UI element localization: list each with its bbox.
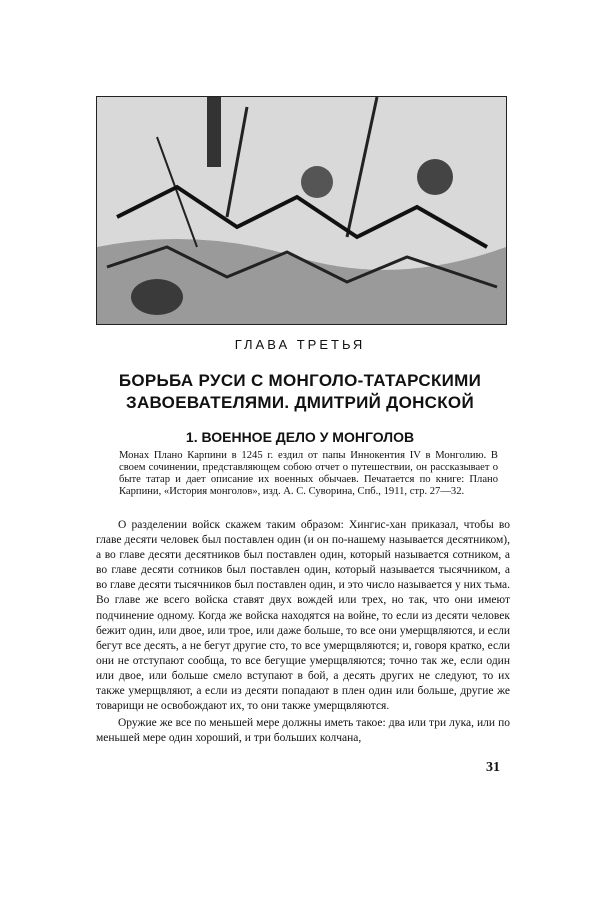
chapter-title: БОРЬБА РУСИ С МОНГОЛО-ТАТАРСКИМИ ЗАВОЕВАТЕЛЯМИ. ДМИТРИЙ ДОНСКОЙ xyxy=(118,371,482,412)
battle-illustration xyxy=(96,96,507,325)
source-note: Монах Плано Карпини в 1245 г. ездил от папы Иннокентия IV в Монголию. В своем сочинении, представляющем собою отчет о путешествии, он рассказывает о быте татар и дает описание их военных обычаев. Печатается по книге: Плано Карпини, «История монголов», изд. А. С. Суворина, Спб., 1911, стр. 27—32. xyxy=(119,450,498,497)
body-text xyxy=(96,518,510,748)
paragraph: О разделении войск скажем таким образом: Хингис-хан приказал, чтобы во главе десяти человек был поставлен один (и он по-нашему называется десятником), а во главе десяти десятников был поставлен один, который называется сотником, а во главе десяти сотников был поставлен один, который называется тысячником, а во главе десяти тысячников был поставлен один, и это число называется у них тьма. Во главе же всего войска ставят двух вождей или трех, но так, что они имеют подчинение одному. Когда же войска находятся на войне, то если из десяти человек бежит один, или двое, или трое, или даже больше, то все они умерщвляются, и если бегут все десять, а не бегут другие сто, то все умерщвляются; и, говоря кратко, если они не отступают сообща, то все бегущие умерщвляются; точно так же, если один или двое, или больше смело вступают в бой, а десять других не следуют, то их также умерщвляют, а если из десяти попадают в плен один или больше, другие же товарищи не освобождают их, то они также умерщвляются. xyxy=(96,519,510,713)
section-title: 1. ВОЕННОЕ ДЕЛО У МОНГОЛОВ xyxy=(185,429,415,445)
page-number: 31 xyxy=(486,760,500,775)
shield-shape xyxy=(131,279,183,315)
paragraph: Оружие же все по меньшей мере должны иметь такое: два или три лука, или по меньшей мере один хороший, и три больших колчана, xyxy=(96,717,510,745)
chapter-label: ГЛАВА ТРЕТЬЯ xyxy=(234,337,366,352)
shield-shape xyxy=(301,166,333,198)
battle-scene-engraving xyxy=(97,97,506,324)
tree-trunk xyxy=(207,97,221,167)
shield-shape xyxy=(417,159,453,195)
